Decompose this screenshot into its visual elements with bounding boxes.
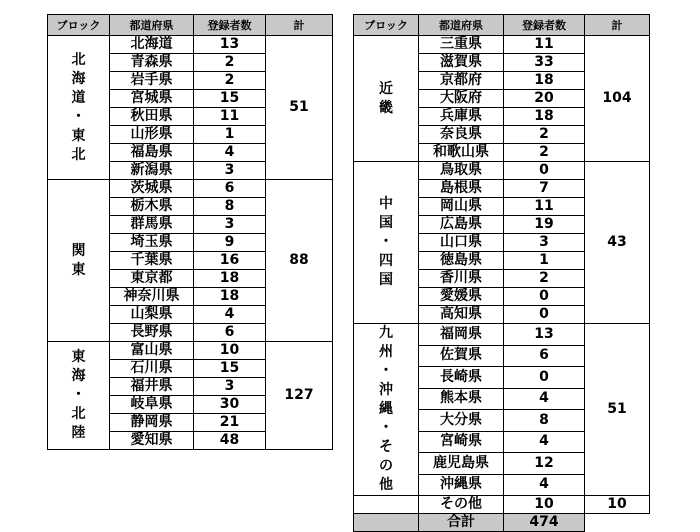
block-char: ・ [379, 363, 393, 379]
prefecture-cell: 長崎県 [419, 367, 504, 389]
prefecture-cell: 徳島県 [419, 252, 504, 270]
count-cell: 10 [504, 496, 585, 514]
header-count: 登録者数 [194, 15, 266, 36]
table-row [48, 342, 333, 360]
count-cell: 0 [504, 162, 585, 180]
count-cell: 3 [194, 216, 266, 234]
table-row [48, 36, 333, 54]
count-cell: 19 [504, 216, 585, 234]
prefecture-cell: 島根県 [419, 180, 504, 198]
count-cell: 11 [194, 108, 266, 126]
count-cell: 2 [194, 54, 266, 72]
block-total-cell: 43 [585, 162, 650, 324]
grand-total-label: 合計 [419, 514, 504, 532]
prefecture-cell: 群馬県 [110, 216, 194, 234]
count-cell: 0 [504, 367, 585, 389]
block-char: ・ [379, 234, 393, 250]
block-name-cell [354, 36, 419, 162]
prefecture-cell: 滋賀県 [419, 54, 504, 72]
block-char: 道 [71, 89, 86, 106]
table-row [48, 180, 333, 198]
block-total-cell: 51 [266, 36, 333, 180]
prefecture-cell: 大阪府 [419, 90, 504, 108]
prefecture-cell: 宮崎県 [419, 431, 504, 453]
prefecture-cell: 山形県 [110, 126, 194, 144]
prefecture-cell: 熊本県 [419, 388, 504, 410]
count-cell: 13 [504, 324, 585, 346]
prefecture-cell: 埼玉県 [110, 234, 194, 252]
header-pref: 都道府県 [110, 15, 194, 36]
prefecture-cell: 福岡県 [419, 324, 504, 346]
prefecture-cell: 神奈川県 [110, 288, 194, 306]
count-cell: 2 [194, 72, 266, 90]
block-char: 関 [71, 242, 86, 259]
block-char: 東 [71, 349, 86, 365]
prefecture-cell: 佐賀県 [419, 345, 504, 367]
grand-total-blank [354, 514, 419, 532]
count-cell: 4 [504, 431, 585, 453]
count-cell: 4 [194, 306, 266, 324]
prefecture-cell: 秋田県 [110, 108, 194, 126]
count-cell: 11 [504, 198, 585, 216]
block-char: 北 [71, 146, 86, 163]
prefecture-cell: 岐阜県 [110, 396, 194, 414]
prefecture-cell: 高知県 [419, 306, 504, 324]
block-char: 他 [379, 477, 393, 493]
prefecture-cell: 岩手県 [110, 72, 194, 90]
prefecture-cell: 三重県 [419, 36, 504, 54]
block-name [72, 242, 86, 280]
prefecture-cell: 富山県 [110, 342, 194, 360]
grand-total-row [354, 514, 650, 532]
blank-cell [354, 496, 419, 514]
block-name-cell [48, 180, 110, 342]
header-block: ブロック [48, 15, 110, 36]
block-name [379, 80, 393, 118]
header-total: 計 [266, 15, 333, 36]
header-block: ブロック [354, 15, 419, 36]
block-char: 陸 [71, 425, 86, 441]
prefecture-cell: 香川県 [419, 270, 504, 288]
block-name-cell [354, 162, 419, 324]
block-total-cell: 104 [585, 36, 650, 162]
count-cell: 2 [504, 144, 585, 162]
count-cell: 18 [194, 288, 266, 306]
prefecture-cell: 愛知県 [110, 432, 194, 450]
header-count: 登録者数 [504, 15, 585, 36]
prefecture-cell: 山梨県 [110, 306, 194, 324]
block-total-cell: 51 [585, 324, 650, 496]
prefecture-cell: 青森県 [110, 54, 194, 72]
block-char: 海 [71, 70, 86, 87]
left-registration-table [47, 14, 333, 450]
count-cell: 7 [504, 180, 585, 198]
block-char: 州 [379, 344, 393, 360]
prefecture-cell: 千葉県 [110, 252, 194, 270]
block-char: 国 [379, 215, 393, 231]
count-cell: 13 [194, 36, 266, 54]
prefecture-cell: その他 [419, 496, 504, 514]
prefecture-cell: 沖縄県 [419, 474, 504, 496]
block-char: 国 [379, 272, 393, 288]
table-row [354, 324, 650, 346]
header-total: 計 [585, 15, 650, 36]
count-cell: 8 [504, 410, 585, 432]
count-cell: 4 [504, 388, 585, 410]
prefecture-cell: 新潟県 [110, 162, 194, 180]
prefecture-cell: 宮城県 [110, 90, 194, 108]
prefecture-cell: 鹿児島県 [419, 453, 504, 475]
count-cell: 11 [504, 36, 585, 54]
block-char: 九 [379, 325, 393, 341]
block-char: 近 [379, 80, 393, 97]
grand-total-blank [585, 514, 650, 532]
count-cell: 3 [504, 234, 585, 252]
prefecture-cell: 大分県 [419, 410, 504, 432]
block-char: ・ [71, 387, 86, 403]
prefecture-cell: 岡山県 [419, 198, 504, 216]
count-cell: 15 [194, 360, 266, 378]
count-cell: 6 [194, 180, 266, 198]
left-table-body [48, 36, 333, 450]
table-row [354, 162, 650, 180]
right-registration-table [353, 14, 650, 532]
count-cell: 1 [504, 252, 585, 270]
prefecture-cell: 静岡県 [110, 414, 194, 432]
prefecture-cell: 北海道 [110, 36, 194, 54]
block-char: ・ [379, 420, 393, 436]
count-cell: 12 [504, 453, 585, 475]
block-name [72, 51, 86, 165]
prefecture-cell: 京都府 [419, 72, 504, 90]
block-char: の [379, 458, 393, 474]
block-total-cell: 88 [266, 180, 333, 342]
header-pref: 都道府県 [419, 15, 504, 36]
prefecture-cell: 栃木県 [110, 198, 194, 216]
right-table-body [354, 36, 650, 532]
count-cell: 8 [194, 198, 266, 216]
prefecture-cell: 鳥取県 [419, 162, 504, 180]
count-cell: 10 [194, 342, 266, 360]
block-name-cell [48, 36, 110, 180]
block-name [72, 348, 86, 443]
count-cell: 16 [194, 252, 266, 270]
block-name-cell [354, 324, 419, 496]
block-char: そ [379, 439, 393, 455]
block-char: 畿 [379, 99, 393, 116]
count-cell: 20 [504, 90, 585, 108]
block-char: 北 [71, 51, 86, 68]
prefecture-cell: 茨城県 [110, 180, 194, 198]
count-cell: 3 [194, 162, 266, 180]
header-row [48, 15, 333, 36]
count-cell: 2 [504, 126, 585, 144]
count-cell: 0 [504, 306, 585, 324]
block-char: 東 [71, 127, 86, 144]
count-cell: 30 [194, 396, 266, 414]
block-char: 縄 [379, 401, 393, 417]
prefecture-cell: 東京都 [110, 270, 194, 288]
block-name-cell [48, 342, 110, 450]
block-char: 海 [71, 368, 86, 384]
prefecture-cell: 長野県 [110, 324, 194, 342]
block-name [379, 324, 393, 495]
prefecture-cell: 兵庫県 [419, 108, 504, 126]
table-row [354, 36, 650, 54]
block-name [379, 195, 393, 290]
count-cell: 3 [194, 378, 266, 396]
block-char: 東 [71, 261, 86, 278]
grand-total-count: 474 [504, 514, 585, 532]
block-total-cell: 127 [266, 342, 333, 450]
prefecture-cell: 福井県 [110, 378, 194, 396]
count-cell: 48 [194, 432, 266, 450]
prefecture-cell: 山口県 [419, 234, 504, 252]
count-cell: 33 [504, 54, 585, 72]
count-cell: 18 [194, 270, 266, 288]
prefecture-cell: 広島県 [419, 216, 504, 234]
block-char: 中 [379, 196, 393, 212]
prefecture-cell: 和歌山県 [419, 144, 504, 162]
header-row [354, 15, 650, 36]
count-cell: 6 [194, 324, 266, 342]
block-char: 沖 [379, 382, 393, 398]
count-cell: 9 [194, 234, 266, 252]
count-cell: 18 [504, 108, 585, 126]
prefecture-cell: 愛媛県 [419, 288, 504, 306]
count-cell: 6 [504, 345, 585, 367]
count-cell: 0 [504, 288, 585, 306]
count-cell: 4 [194, 144, 266, 162]
other-total-cell: 10 [585, 496, 650, 514]
count-cell: 21 [194, 414, 266, 432]
prefecture-cell: 石川県 [110, 360, 194, 378]
count-cell: 2 [504, 270, 585, 288]
count-cell: 4 [504, 474, 585, 496]
prefecture-cell: 福島県 [110, 144, 194, 162]
table-row [354, 496, 650, 514]
block-char: 四 [379, 253, 393, 269]
count-cell: 15 [194, 90, 266, 108]
block-char: 北 [71, 406, 86, 422]
count-cell: 1 [194, 126, 266, 144]
prefecture-cell: 奈良県 [419, 126, 504, 144]
count-cell: 18 [504, 72, 585, 90]
block-char: ・ [71, 108, 86, 125]
